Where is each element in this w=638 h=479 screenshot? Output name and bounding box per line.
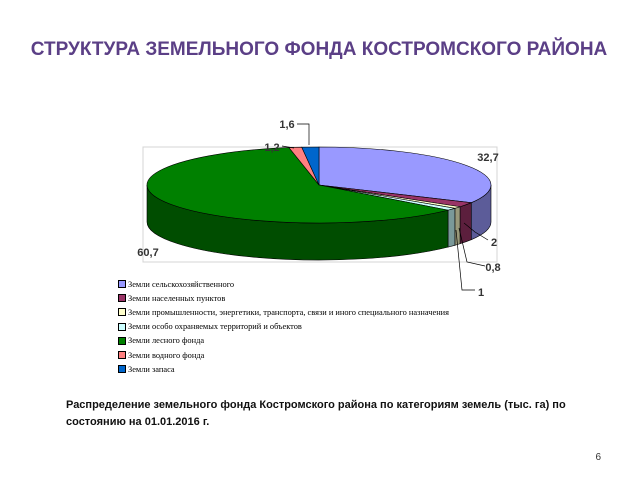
legend-swatch xyxy=(118,351,126,359)
data-label-2: 0,8 xyxy=(485,262,501,274)
legend-item xyxy=(118,320,449,334)
legend-item xyxy=(118,305,449,319)
pie-side-1 xyxy=(460,203,471,244)
legend-label: Земли запаса xyxy=(128,364,175,374)
legend-label: Земли особо охраняемых территорий и объектов xyxy=(128,322,302,332)
data-label-5: 1,2 xyxy=(264,142,280,154)
legend-item xyxy=(118,362,449,376)
leader-line-6 xyxy=(297,124,309,145)
pie-tops xyxy=(147,147,491,223)
legend-swatch xyxy=(118,337,126,345)
legend-swatch xyxy=(118,280,126,288)
legend-item xyxy=(118,291,449,305)
legend-item xyxy=(118,334,449,348)
legend-swatch xyxy=(118,323,126,331)
legend-swatch xyxy=(118,308,126,316)
data-label-4: 60,7 xyxy=(137,247,159,259)
page-number: 6 xyxy=(595,452,601,463)
data-label-3: 1 xyxy=(477,287,485,299)
legend-item xyxy=(118,277,449,291)
legend-label: Земли сельскохозяйственного xyxy=(128,279,235,289)
chart-legend xyxy=(118,277,449,376)
legend-label: Земли лесного фонда xyxy=(128,336,205,346)
legend-item xyxy=(118,348,449,362)
data-label-0: 32,7 xyxy=(477,152,499,164)
chart-caption: Распределение земельного фонда Костромского района по категориям земель (тыс. га) по состоянию на 01.01.2016 г. xyxy=(66,399,566,428)
slide-title: СТРУКТУРА ЗЕМЕЛЬНОГО ФОНДА КОСТРОМСКОГО РАЙОНА xyxy=(30,39,608,60)
data-label-6: 1,6 xyxy=(279,119,295,131)
legend-label: Земли промышленности, энергетики, транспорта, связи и иного специального назначения xyxy=(128,307,450,317)
data-label-1: 2 xyxy=(490,237,498,249)
legend-swatch xyxy=(118,294,126,302)
pie-side-2 xyxy=(455,207,460,246)
legend-label: Земли водного фонда xyxy=(128,350,205,360)
legend-label: Земли населенных пунктов xyxy=(128,293,226,303)
legend-swatch xyxy=(118,365,126,373)
pie-side-3 xyxy=(448,208,455,247)
